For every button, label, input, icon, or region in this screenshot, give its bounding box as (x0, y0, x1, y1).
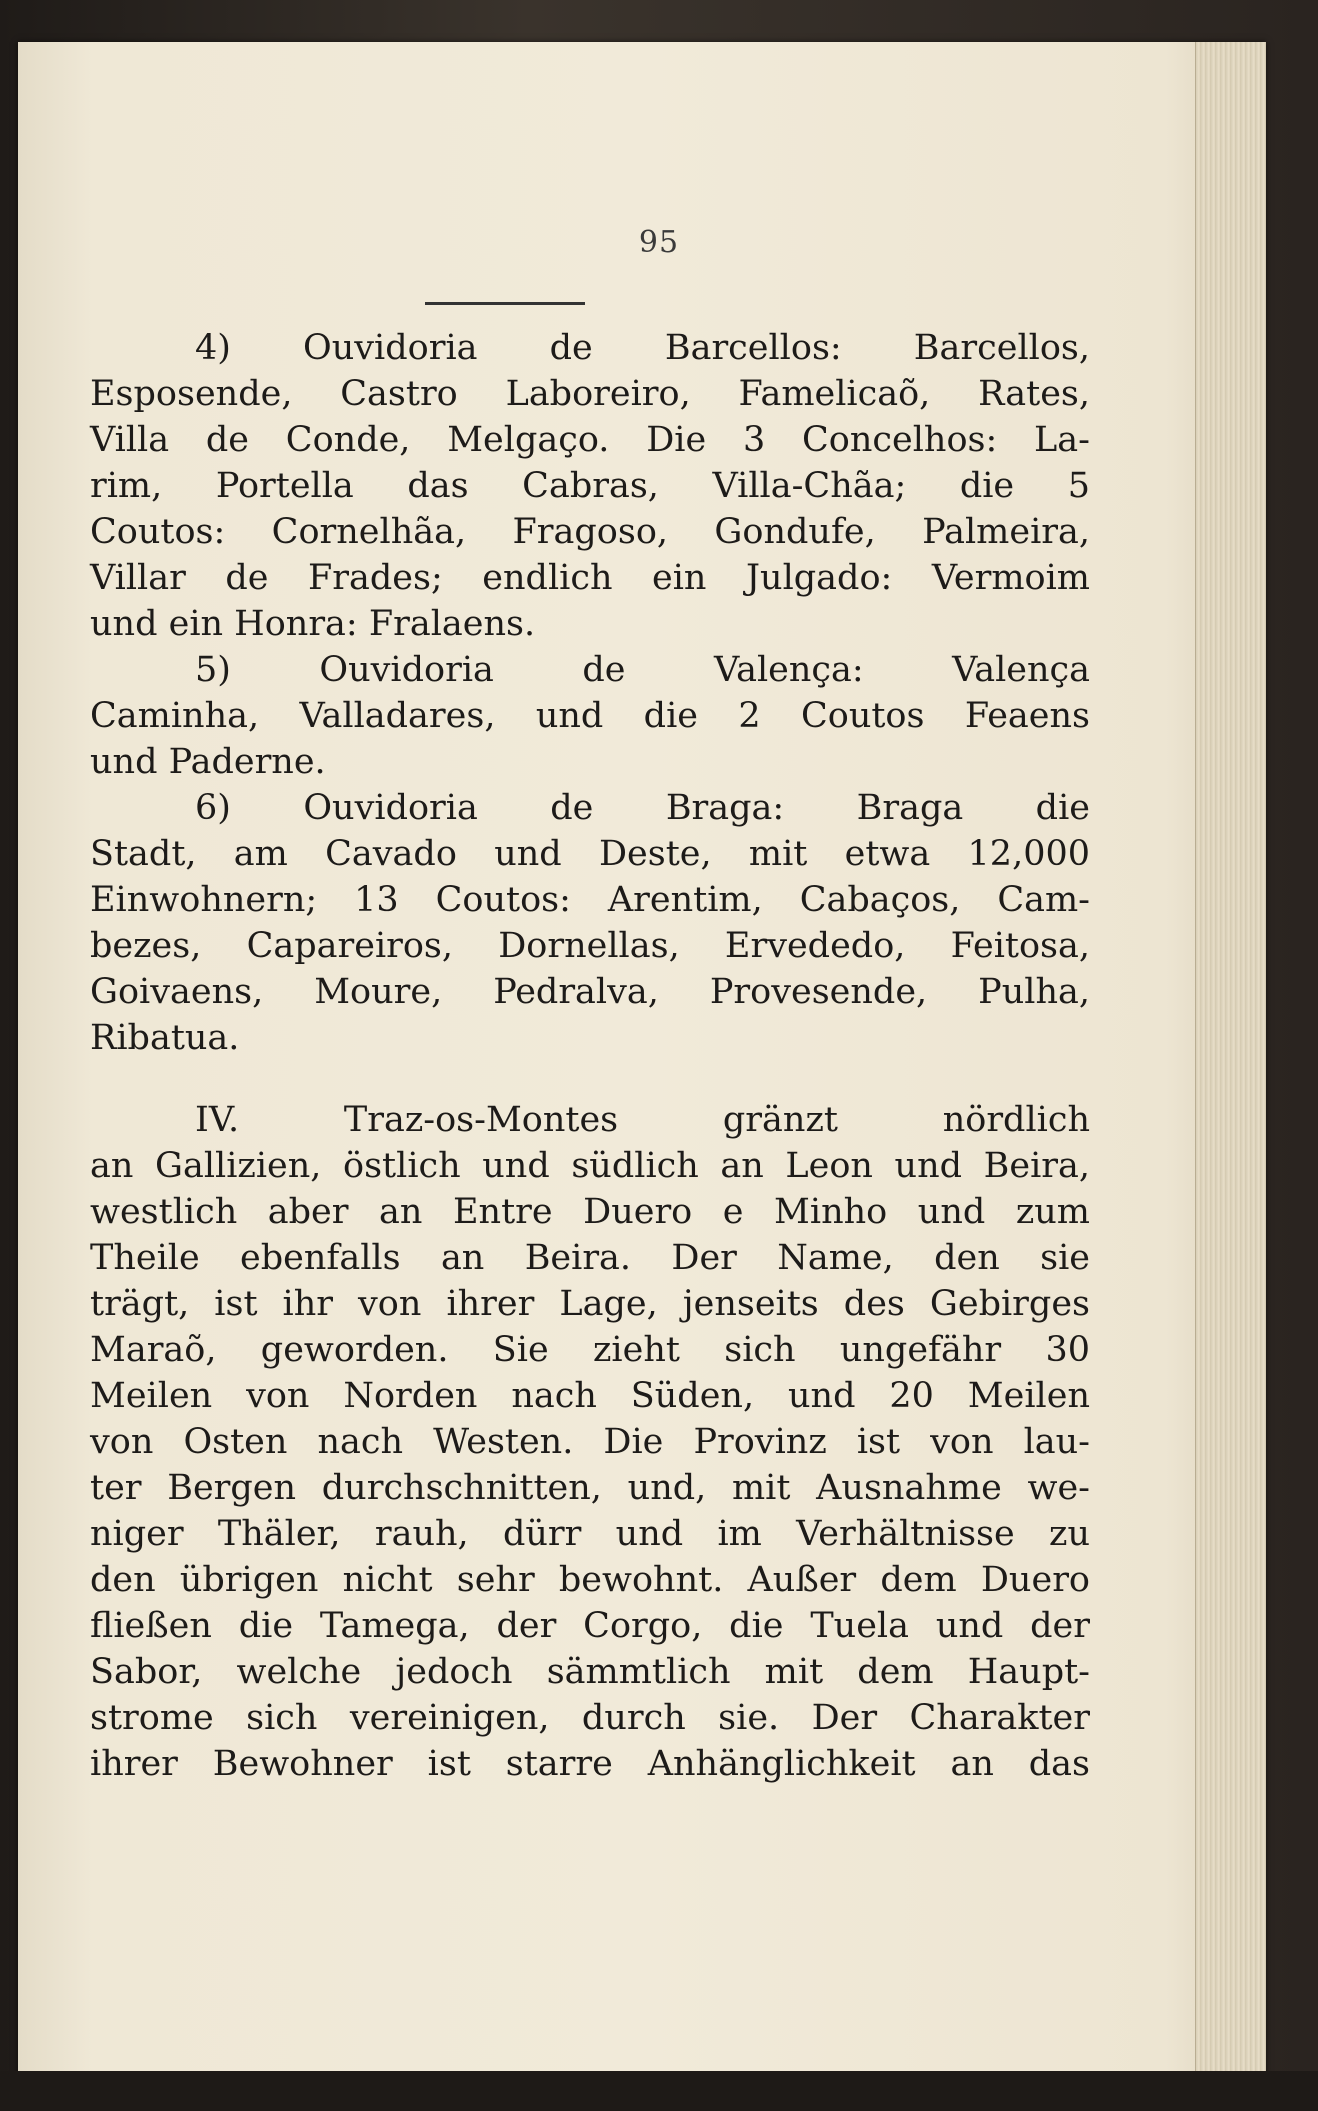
text-line: an Gallizien, östlich und südlich an Leon und Beira, (90, 1146, 1090, 1186)
text-line: ihrer Bewohner ist starre Anhänglichkeit an das (90, 1744, 1090, 1784)
text-line: fließen die Tamega, der Corgo, die Tuela und der (90, 1606, 1090, 1646)
section-heading-line: IV. Traz-os-Montes gränzt nördlich (195, 1100, 1090, 1140)
text-line: und ein Honra: Fralaens. (90, 604, 536, 644)
text-line: und Paderne. (90, 742, 326, 782)
text-line: ter Bergen durchschnitten, und, mit Ausnahme we- (90, 1468, 1090, 1508)
text-line: 6) Ouvidoria de Braga: Braga die (195, 788, 1090, 828)
text-line: Einwohnern; 13 Coutos: Arentim, Cabaços, Cam- (90, 880, 1090, 920)
text-line: Stadt, am Cavado und Deste, mit etwa 12,000 (90, 834, 1090, 874)
text-line: 4) Ouvidoria de Barcellos: Barcellos, (195, 328, 1090, 368)
text-line: Meilen von Norden nach Süden, und 20 Meilen (90, 1376, 1090, 1416)
text-line: strome sich vereinigen, durch sie. Der Charakter (90, 1698, 1090, 1738)
text-line: bezes, Capareiros, Dornellas, Ervededo, Feitosa, (90, 926, 1090, 966)
text-line: westlich aber an Entre Duero e Minho und zum (90, 1192, 1090, 1232)
text-line: Ribatua. (90, 1018, 240, 1058)
text-line: Goivaens, Moure, Pedralva, Provesende, Pulha, (90, 972, 1090, 1012)
text-line: Theile ebenfalls an Beira. Der Name, den sie (90, 1238, 1090, 1278)
book-bottom-shadow (0, 2071, 1318, 2111)
text-line: von Osten nach Westen. Die Provinz ist von lau- (90, 1422, 1090, 1462)
text-line: Villa de Conde, Melgaço. Die 3 Concelhos: La- (90, 420, 1090, 460)
text-line: den übrigen nicht sehr bewohnt. Außer dem Duero (90, 1560, 1090, 1600)
text-line: Maraõ, geworden. Sie zieht sich ungefähr 30 (90, 1330, 1090, 1370)
section-gap (90, 1061, 1090, 1097)
text-line: 5) Ouvidoria de Valença: Valença (195, 650, 1090, 690)
text-line: rim, Portella das Cabras, Villa-Chãa; die 5 (90, 466, 1090, 506)
page-number-text: 95 (638, 225, 680, 260)
text-line: trägt, ist ihr von ihrer Lage, jenseits des Gebirges (90, 1284, 1090, 1324)
page-edges (1195, 42, 1266, 2082)
text-line: Sabor, welche jedoch sämmtlich mit dem Haupt- (90, 1652, 1090, 1692)
text-line: Villar de Frades; endlich ein Julgado: Vermoim (90, 558, 1090, 598)
text-line: niger Thäler, rauh, dürr und im Verhältnisse zu (90, 1514, 1090, 1554)
page-number (0, 225, 1318, 260)
header-rule (425, 302, 585, 305)
text-line: Caminha, Valladares, und die 2 Coutos Feaens (90, 696, 1090, 736)
text-line: Coutos: Cornelhãa, Fragoso, Gondufe, Palmeira, (90, 512, 1090, 552)
body-text (90, 325, 1090, 1787)
text-line: Esposende, Castro Laboreiro, Famelicaõ, Rates, (90, 374, 1090, 414)
